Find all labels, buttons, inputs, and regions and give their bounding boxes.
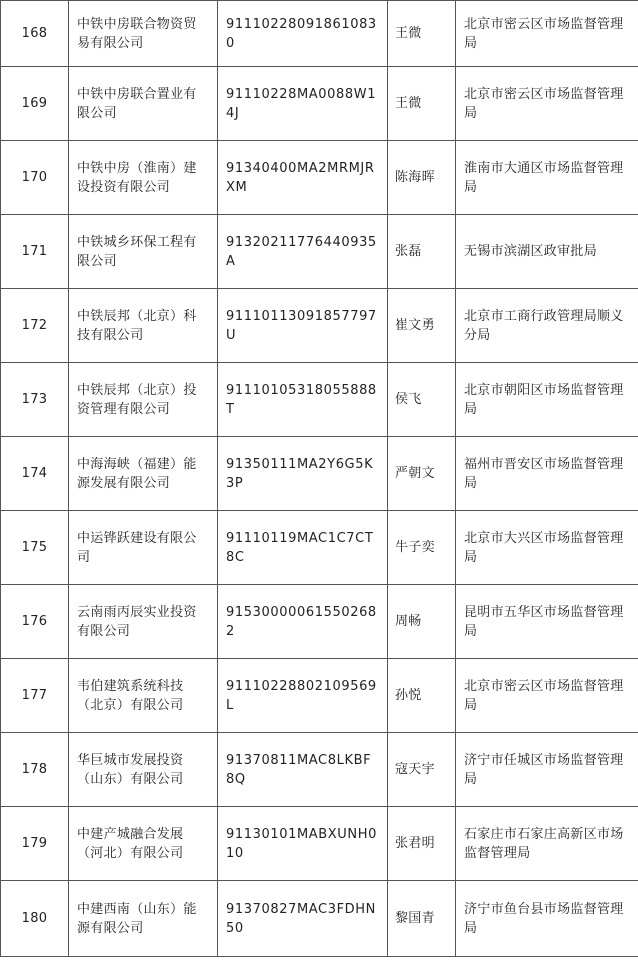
credit-code: 91370827MAC3FDHN50 <box>218 881 388 957</box>
legal-representative: 严朝文 <box>388 437 456 511</box>
credit-code: 91110228MA0088W14J <box>218 67 388 141</box>
company-name: 中建西南（山东）能源有限公司 <box>69 881 218 957</box>
registration-authority: 福州市晋安区市场监督管理局 <box>456 437 638 511</box>
row-number: 177 <box>1 659 69 733</box>
registration-authority: 北京市工商行政管理局顺义分局 <box>456 289 638 363</box>
legal-representative: 牛子奕 <box>388 511 456 585</box>
row-number: 180 <box>1 881 69 957</box>
legal-representative: 周畅 <box>388 585 456 659</box>
legal-representative: 张君明 <box>388 807 456 881</box>
credit-code: 91110113091857797U <box>218 289 388 363</box>
table-body <box>1 1 638 957</box>
registration-authority: 济宁市鱼台县市场监督管理局 <box>456 881 638 957</box>
table-row <box>1 437 638 511</box>
row-number: 173 <box>1 363 69 437</box>
company-name: 韦伯建筑系统科技（北京）有限公司 <box>69 659 218 733</box>
company-name: 中铁中房（淮南）建设投资有限公司 <box>69 141 218 215</box>
table-row <box>1 363 638 437</box>
row-number: 171 <box>1 215 69 289</box>
row-number: 178 <box>1 733 69 807</box>
legal-representative: 孙悦 <box>388 659 456 733</box>
company-name: 中铁辰邦（北京）科技有限公司 <box>69 289 218 363</box>
table-row <box>1 807 638 881</box>
registration-authority: 无锡市滨湖区政审批局 <box>456 215 638 289</box>
registration-authority: 北京市朝阳区市场监督管理局 <box>456 363 638 437</box>
credit-code: 915300000615502682 <box>218 585 388 659</box>
row-number: 172 <box>1 289 69 363</box>
table-row <box>1 67 638 141</box>
table-row <box>1 659 638 733</box>
company-name: 中铁中房联合物资贸易有限公司 <box>69 1 218 67</box>
registration-authority: 济宁市任城区市场监督管理局 <box>456 733 638 807</box>
credit-code: 91110228802109569L <box>218 659 388 733</box>
company-name: 中铁辰邦（北京）投资管理有限公司 <box>69 363 218 437</box>
credit-code: 91320211776440935A <box>218 215 388 289</box>
legal-representative: 王微 <box>388 67 456 141</box>
registration-authority: 北京市密云区市场监督管理局 <box>456 659 638 733</box>
table-row <box>1 215 638 289</box>
registration-authority: 石家庄市石家庄高新区市场监督管理局 <box>456 807 638 881</box>
table-row <box>1 141 638 215</box>
row-number: 179 <box>1 807 69 881</box>
credit-code: 91110105318055888T <box>218 363 388 437</box>
legal-representative: 侯飞 <box>388 363 456 437</box>
legal-representative: 陈海晖 <box>388 141 456 215</box>
legal-representative: 张磊 <box>388 215 456 289</box>
row-number: 168 <box>1 1 69 67</box>
credit-code: 91370811MAC8LKBF8Q <box>218 733 388 807</box>
table-row <box>1 733 638 807</box>
legal-representative: 寇天宇 <box>388 733 456 807</box>
registration-authority: 昆明市五华区市场监督管理局 <box>456 585 638 659</box>
company-name: 云南雨丙辰实业投资有限公司 <box>69 585 218 659</box>
credit-code: 911102280918610830 <box>218 1 388 67</box>
credit-code: 91350111MA2Y6G5K3P <box>218 437 388 511</box>
row-number: 170 <box>1 141 69 215</box>
table-row <box>1 289 638 363</box>
credit-code: 91130101MABXUNH010 <box>218 807 388 881</box>
registration-authority: 北京市密云区市场监督管理局 <box>456 1 638 67</box>
row-number: 169 <box>1 67 69 141</box>
table-row <box>1 585 638 659</box>
table-row <box>1 511 638 585</box>
registration-authority: 北京市大兴区市场监督管理局 <box>456 511 638 585</box>
registration-authority: 北京市密云区市场监督管理局 <box>456 67 638 141</box>
row-number: 174 <box>1 437 69 511</box>
registration-authority: 淮南市大通区市场监督管理局 <box>456 141 638 215</box>
company-name: 中海海峡（福建）能源发展有限公司 <box>69 437 218 511</box>
table-row <box>1 881 638 957</box>
legal-representative: 黎国青 <box>388 881 456 957</box>
company-name: 中建产城融合发展（河北）有限公司 <box>69 807 218 881</box>
legal-representative: 崔文勇 <box>388 289 456 363</box>
company-name: 华巨城市发展投资（山东）有限公司 <box>69 733 218 807</box>
credit-code: 91110119MAC1C7CT8C <box>218 511 388 585</box>
row-number: 175 <box>1 511 69 585</box>
legal-representative: 王微 <box>388 1 456 67</box>
row-number: 176 <box>1 585 69 659</box>
company-name: 中运铧跃建设有限公司 <box>69 511 218 585</box>
credit-code: 91340400MA2MRMJRXM <box>218 141 388 215</box>
table-row <box>1 1 638 67</box>
company-name: 中铁城乡环保工程有限公司 <box>69 215 218 289</box>
company-name: 中铁中房联合置业有限公司 <box>69 67 218 141</box>
